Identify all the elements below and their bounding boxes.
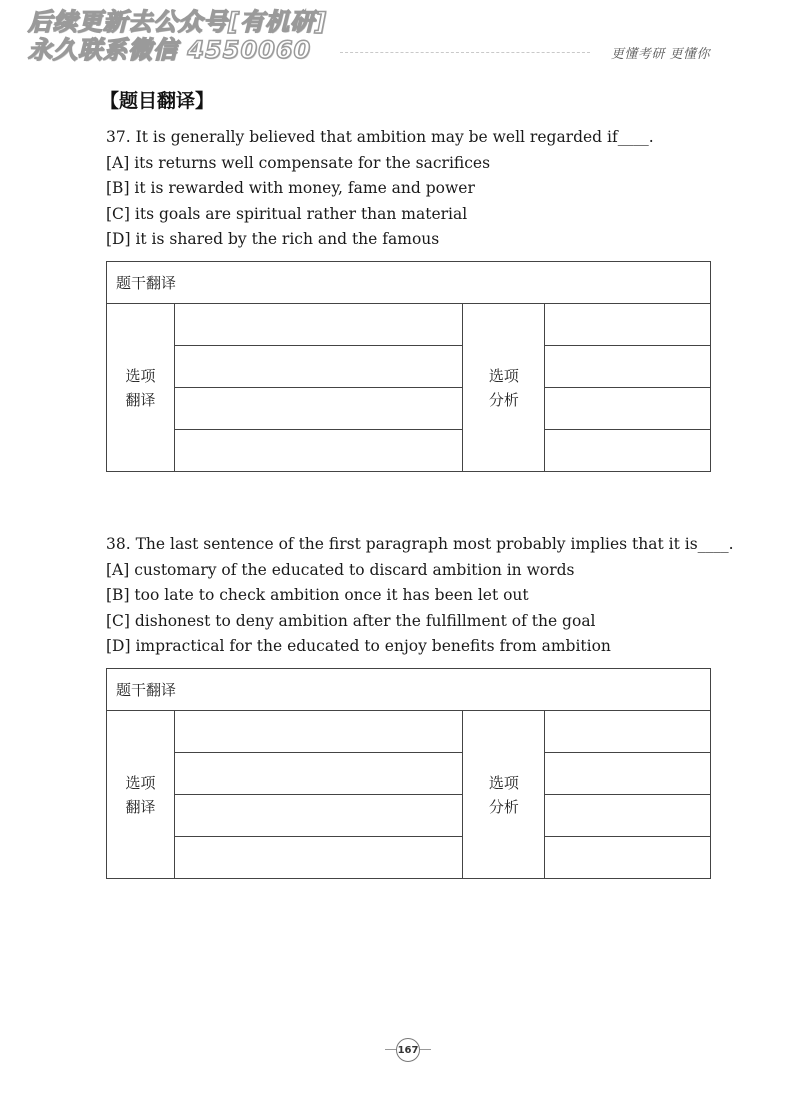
label-line-2: 分析 (488, 797, 519, 816)
option-a: [A] customary of the educated to discard ambition in words (106, 560, 575, 579)
option-b: [B] it is rewarded with money, fame and power (106, 179, 475, 197)
label-line-2: 翻译 (125, 390, 156, 409)
answer-table-37 (106, 261, 711, 472)
watermark-line-2: 永久联系微信 4550060 (28, 36, 312, 64)
translation-blank-b[interactable] (174, 346, 462, 388)
option-translation-label (107, 711, 175, 879)
section-title: 【题目翻译】 (100, 90, 215, 112)
analysis-blank-c[interactable] (545, 795, 711, 837)
option-d: [D] impractical for the educated to enjoy benefits from ambition (106, 637, 611, 655)
option-translation-label (107, 304, 175, 472)
page-number-ornament-right (419, 1049, 431, 1050)
translation-blank-a[interactable] (174, 304, 462, 346)
option-d: [D] it is shared by the rich and the famous (106, 230, 440, 248)
option-a: [A] its returns well compensate for the sacrifices (106, 153, 491, 172)
question-37 (106, 125, 726, 253)
label-line-2: 翻译 (125, 797, 156, 816)
analysis-blank-c[interactable] (545, 388, 711, 430)
translation-blank-b[interactable] (174, 753, 462, 795)
header-slogan: 更懂考研 更懂你 (610, 47, 710, 62)
watermark (28, 8, 327, 64)
page-number (385, 1038, 431, 1062)
translation-blank-d[interactable] (174, 430, 462, 472)
label-line-1: 选项 (125, 366, 156, 385)
answer-table-38 (106, 668, 711, 879)
header-divider (340, 52, 590, 53)
option-b: [B] too late to check ambition once it has been let out (106, 586, 529, 604)
translation-blank-d[interactable] (174, 837, 462, 879)
analysis-blank-a[interactable] (545, 304, 711, 346)
analysis-blank-d[interactable] (545, 430, 711, 472)
analysis-blank-a[interactable] (545, 711, 711, 753)
option-c: [C] its goals are spiritual rather than material (106, 204, 468, 223)
option-analysis-label (463, 304, 545, 472)
label-line-1: 选项 (488, 773, 519, 792)
label-line-1: 选项 (488, 366, 519, 385)
translation-blank-c[interactable] (174, 795, 462, 837)
analysis-blank-d[interactable] (545, 837, 711, 879)
option-c: [C] dishonest to deny ambition after the fulfillment of the goal (106, 611, 596, 630)
analysis-blank-b[interactable] (545, 346, 711, 388)
option-analysis-label (463, 711, 545, 879)
page-number-badge: 167 (396, 1038, 420, 1062)
stem-translation-cell: 题干翻译 (107, 669, 711, 711)
watermark-line-1: 后续更新去公众号[有机研] (28, 8, 327, 36)
question-38 (106, 532, 734, 660)
stem-translation-cell: 题干翻译 (107, 262, 711, 304)
label-line-2: 分析 (488, 390, 519, 409)
translation-blank-a[interactable] (174, 711, 462, 753)
translation-blank-c[interactable] (174, 388, 462, 430)
question-stem: 38. The last sentence of the first paragraph most probably implies that it is____. (106, 535, 734, 553)
label-line-1: 选项 (125, 773, 156, 792)
question-stem: 37. It is generally believed that ambition may be well regarded if____. (106, 128, 654, 146)
analysis-blank-b[interactable] (545, 753, 711, 795)
